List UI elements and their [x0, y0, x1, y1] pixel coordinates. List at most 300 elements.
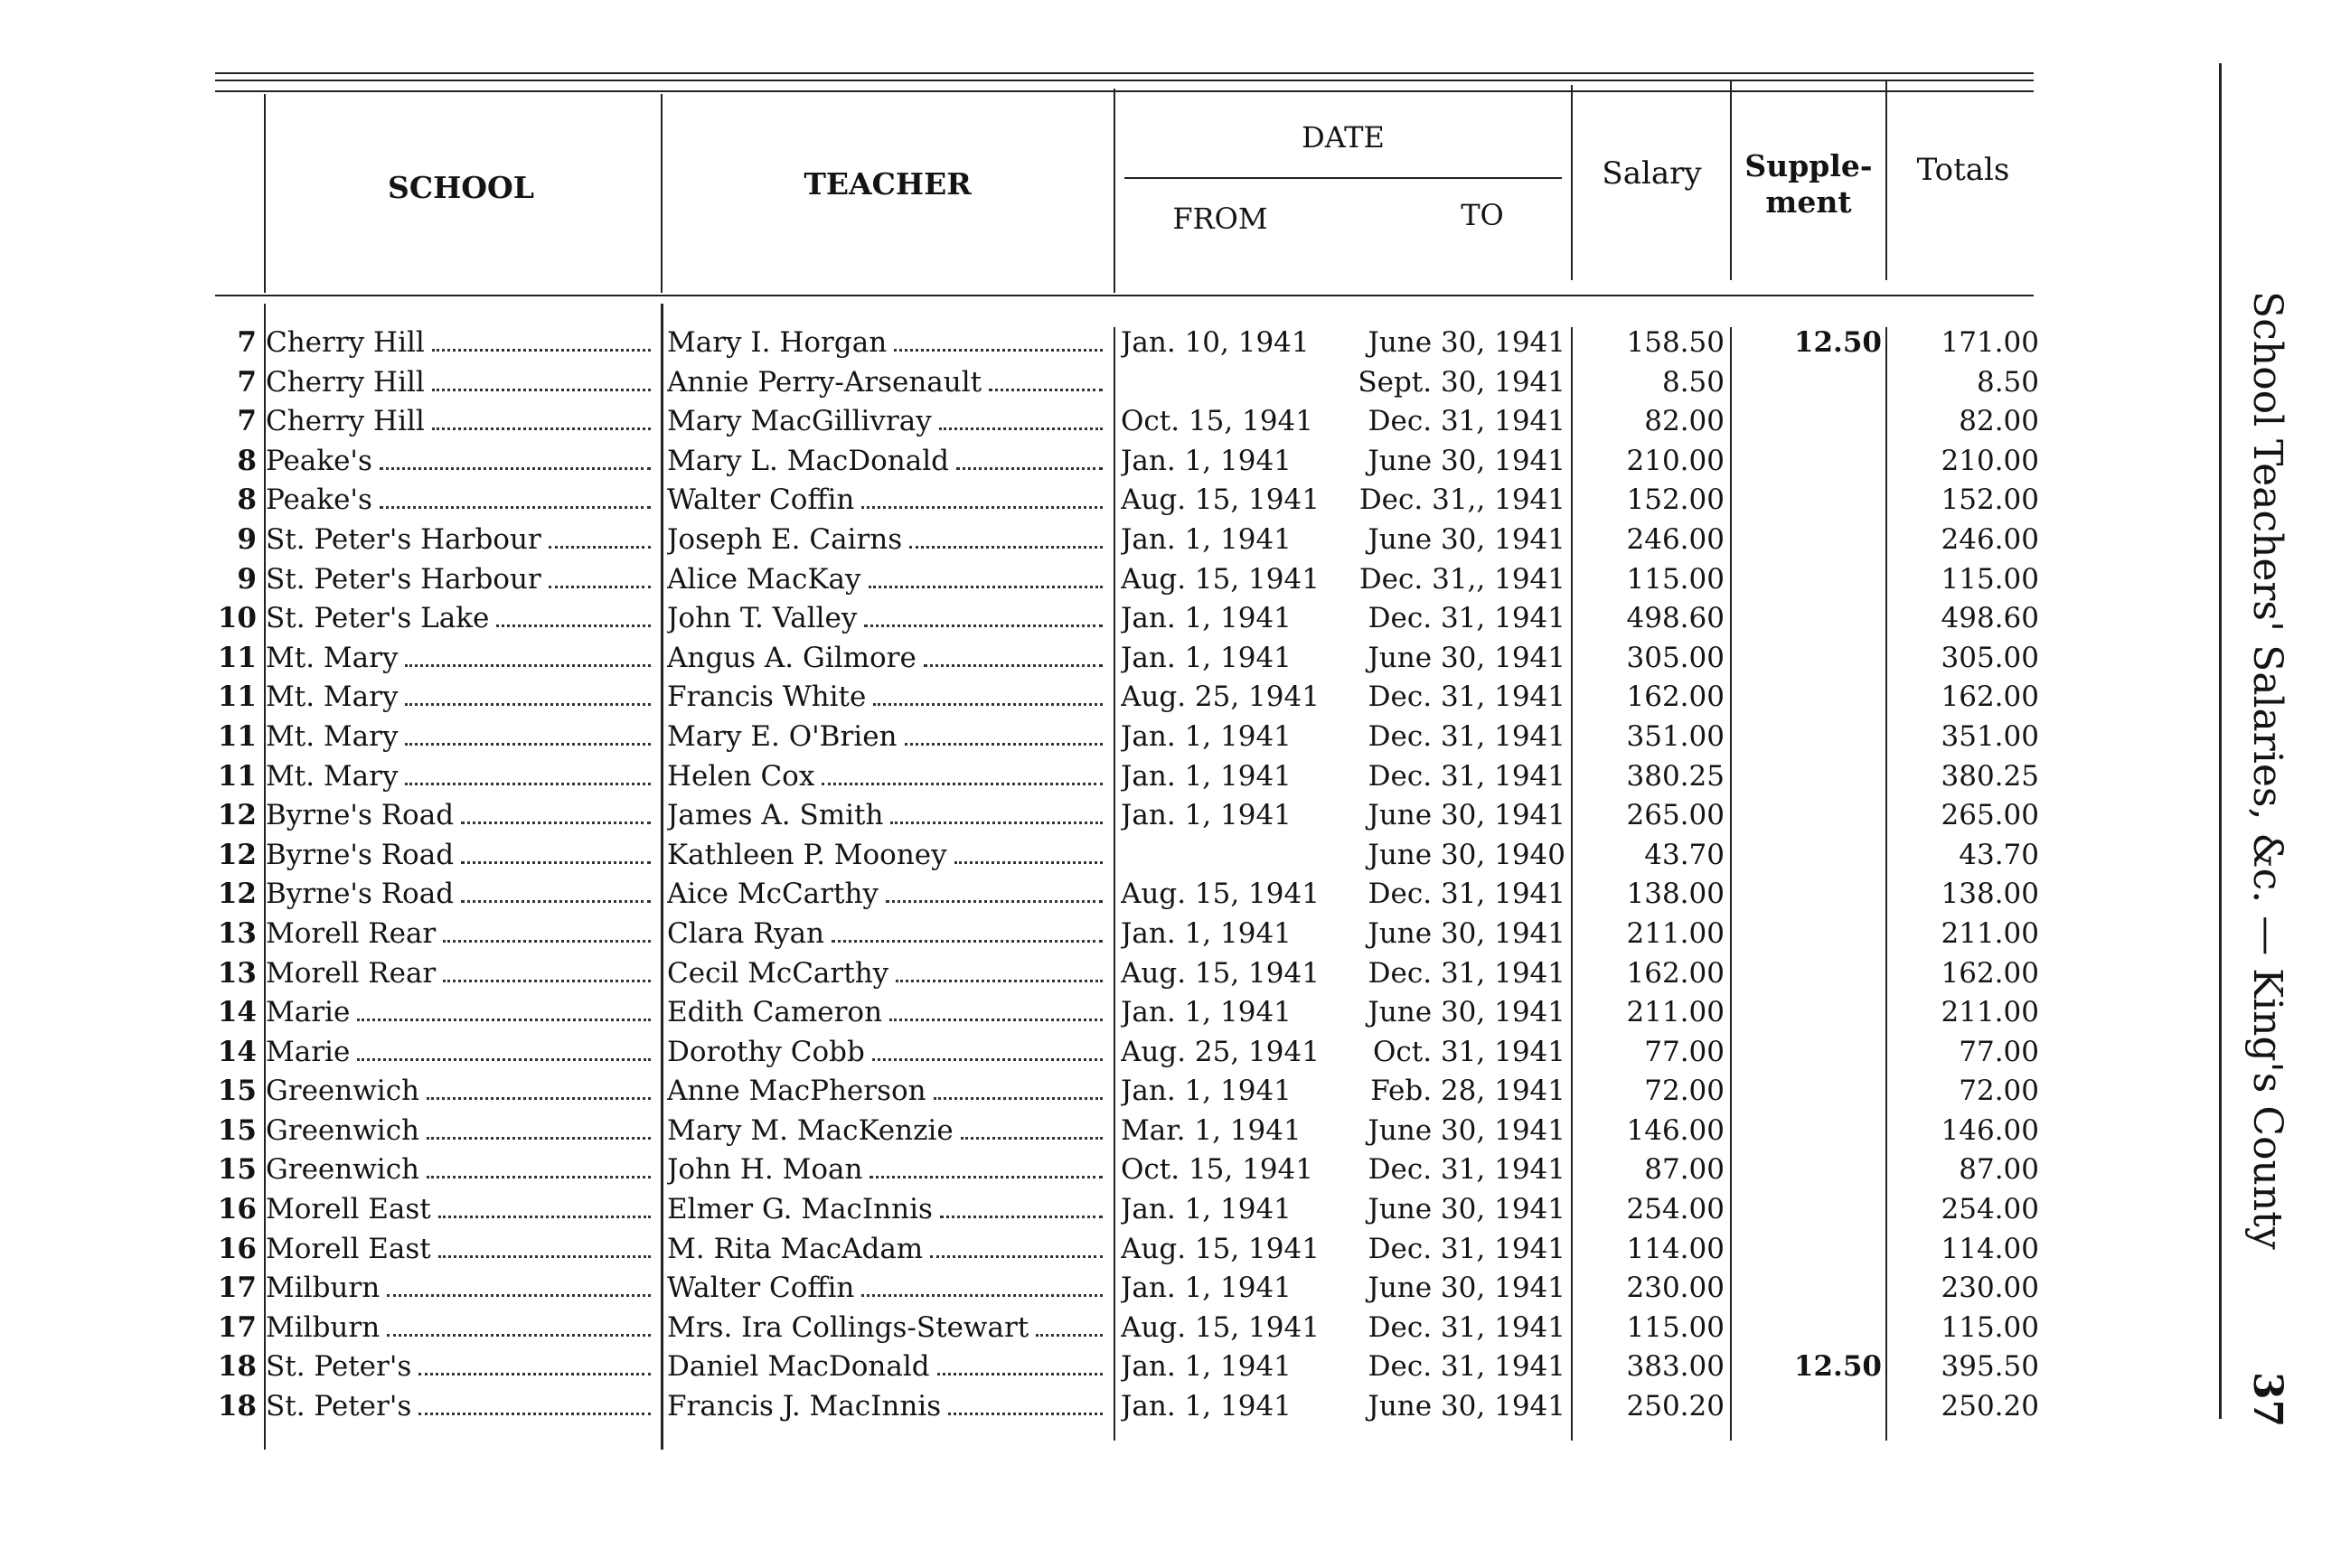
salary-value: 210.00 [1626, 444, 1725, 477]
district-number: 12 [217, 878, 257, 911]
total-value: 230.00 [1941, 1272, 2039, 1305]
teacher-name [667, 678, 1106, 718]
teacher-name-text: M. Rita MacAdam [667, 1232, 924, 1265]
total-value: 8.50 [1976, 365, 2039, 399]
table-row [0, 599, 2350, 639]
salary-value: 72.00 [1644, 1075, 1725, 1108]
date-to: Dec. 31,, 1941 [1358, 562, 1565, 596]
date-to: June 30, 1941 [1368, 1390, 1565, 1423]
date-to: Dec. 31, 1941 [1368, 602, 1565, 635]
teacher-name [667, 1269, 1106, 1309]
table-row [0, 993, 2350, 1033]
teacher-name-text: Mary MacGillivray [667, 405, 932, 438]
column-divider [264, 94, 266, 293]
school-name [266, 1072, 654, 1112]
teacher-name [667, 1387, 1106, 1427]
table-row [0, 481, 2350, 521]
dot-leader [427, 1097, 651, 1100]
salary-value: 211.00 [1626, 996, 1725, 1029]
salary-value: 162.00 [1626, 956, 1725, 990]
dot-leader [940, 1216, 1103, 1218]
date-to: Oct. 31, 1941 [1373, 1035, 1565, 1068]
district-number: 13 [217, 916, 257, 950]
dot-leader [924, 664, 1103, 667]
salary-value: 162.00 [1626, 681, 1725, 714]
dot-leader [861, 1294, 1103, 1297]
teacher-name-text: Aice McCarthy [667, 878, 879, 911]
school-name [266, 757, 654, 797]
dot-leader [872, 1058, 1103, 1061]
school-name-text: Marie [266, 996, 351, 1029]
header-totals: Totals [1916, 152, 2010, 188]
dot-leader [549, 586, 651, 588]
table-row [0, 1230, 2350, 1270]
teacher-name-text: Edith Cameron [667, 996, 883, 1029]
dot-leader [905, 743, 1103, 746]
school-name-text: Cherry Hill [266, 405, 425, 438]
dot-leader [387, 1294, 651, 1297]
table-row [0, 1072, 2350, 1112]
school-name [266, 442, 654, 482]
date-from: Jan. 1, 1941 [1121, 1272, 1292, 1305]
date-from: Jan. 1, 1941 [1121, 641, 1292, 674]
date-from: Jan. 1, 1941 [1121, 1390, 1292, 1423]
salary-value: 265.00 [1626, 799, 1725, 832]
teacher-name-text: Alice MacKay [667, 562, 861, 596]
date-from: Jan. 1, 1941 [1121, 759, 1292, 793]
dot-leader [1036, 1334, 1103, 1337]
district-number: 7 [237, 405, 257, 438]
column-divider [661, 94, 663, 293]
school-name-text: Marie [266, 1035, 351, 1068]
school-name-text: Greenwich [266, 1113, 420, 1147]
district-number: 11 [217, 681, 257, 714]
district-number: 15 [217, 1113, 257, 1147]
teacher-name-text: Joseph E. Cairns [667, 522, 903, 556]
total-value: 265.00 [1941, 799, 2039, 832]
dot-leader [961, 1137, 1103, 1140]
header-salary: Salary [1602, 155, 1702, 192]
teacher-name-text: John T. Valley [667, 602, 858, 635]
header-date: DATE [1302, 120, 1385, 155]
teacher-name [667, 1072, 1106, 1112]
total-value: 146.00 [1941, 1113, 2039, 1147]
total-value: 114.00 [1941, 1232, 2039, 1265]
teacher-name-text: James A. Smith [667, 799, 884, 832]
school-name [266, 718, 654, 757]
dot-leader [461, 822, 651, 824]
total-value: 211.00 [1941, 916, 2039, 950]
district-number: 15 [217, 1153, 257, 1187]
school-name-text: Byrne's Road [266, 878, 455, 911]
date-to: June 30, 1941 [1368, 1272, 1565, 1305]
school-name [266, 1190, 654, 1230]
date-from: Aug. 15, 1941 [1121, 484, 1320, 517]
dot-leader [357, 1019, 651, 1021]
teacher-name [667, 481, 1106, 521]
salary-table-body [0, 324, 2350, 1427]
top-rule [215, 90, 2034, 92]
district-number: 11 [217, 641, 257, 674]
salary-value: 138.00 [1626, 878, 1725, 911]
date-to: June 30, 1941 [1368, 799, 1565, 832]
salary-value: 158.50 [1626, 326, 1725, 359]
table-row [0, 1190, 2350, 1230]
salary-value: 230.00 [1626, 1272, 1725, 1305]
date-to: June 30, 1940 [1368, 838, 1565, 871]
dot-leader [896, 980, 1103, 982]
district-number: 11 [217, 719, 257, 753]
total-value: 43.70 [1959, 838, 2039, 871]
table-row [0, 1033, 2350, 1073]
school-name [266, 678, 654, 718]
teacher-name-text: Mary E. O'Brien [667, 719, 898, 753]
header-supplement: Supple- ment [1744, 148, 1873, 220]
school-name [266, 796, 654, 836]
teacher-name [667, 954, 1106, 994]
teacher-name [667, 599, 1106, 639]
teacher-name-text: Anne MacPherson [667, 1075, 926, 1108]
school-name-text: St. Peter's [266, 1350, 412, 1384]
teacher-name-text: Francis White [667, 681, 867, 714]
salary-value: 211.00 [1626, 916, 1725, 950]
school-name [266, 599, 654, 639]
school-name-text: Mt. Mary [266, 681, 399, 714]
district-number: 18 [217, 1390, 257, 1423]
teacher-name-text: John H. Moan [667, 1153, 863, 1187]
teacher-name-text: Kathleen P. Mooney [667, 838, 947, 871]
dot-leader [939, 427, 1103, 430]
date-to: Dec. 31, 1941 [1368, 1153, 1565, 1187]
date-to: Sept. 30, 1941 [1358, 365, 1565, 399]
total-value: 77.00 [1959, 1035, 2039, 1068]
date-from: Jan. 1, 1941 [1121, 444, 1292, 477]
total-value: 138.00 [1941, 878, 2039, 911]
salary-value: 254.00 [1626, 1193, 1725, 1226]
date-to: Dec. 31, 1941 [1368, 1232, 1565, 1265]
salary-value: 250.20 [1626, 1390, 1725, 1423]
teacher-name [667, 993, 1106, 1033]
school-name-text: St. Peter's [266, 1390, 412, 1423]
dot-leader [948, 1413, 1103, 1415]
teacher-name-text: Mary I. Horgan [667, 326, 888, 359]
teacher-name-text: Mary M. MacKenzie [667, 1113, 954, 1147]
salary-value: 87.00 [1644, 1153, 1725, 1187]
column-divider [1571, 85, 1573, 280]
date-from: Aug. 15, 1941 [1121, 1310, 1320, 1344]
school-name [266, 1347, 654, 1387]
dot-leader [461, 900, 651, 903]
teacher-name-text: Cecil McCarthy [667, 956, 889, 990]
date-to: June 30, 1941 [1368, 916, 1565, 950]
dot-leader [954, 861, 1103, 864]
total-value: 115.00 [1941, 562, 2039, 596]
district-number: 16 [217, 1232, 257, 1265]
total-value: 82.00 [1959, 405, 2039, 438]
dot-leader [869, 586, 1103, 588]
total-value: 72.00 [1959, 1075, 2039, 1108]
teacher-name [667, 1112, 1106, 1151]
header-bottom-rule [215, 295, 2034, 296]
teacher-name-text: Mary L. MacDonald [667, 444, 950, 477]
dot-leader [443, 980, 651, 982]
dot-leader [427, 1176, 651, 1178]
table-row [0, 1387, 2350, 1427]
page-number [2240, 1372, 2294, 1426]
date-subheader-rule [1124, 177, 1562, 179]
school-name [266, 836, 654, 876]
date-to: Dec. 31,, 1941 [1358, 484, 1565, 517]
table-row [0, 718, 2350, 757]
date-from: Oct. 15, 1941 [1121, 405, 1313, 438]
dot-leader [930, 1255, 1103, 1258]
school-name-text: Byrne's Road [266, 799, 455, 832]
teacher-name-text: Mrs. Ira Collings-Stewart [667, 1310, 1029, 1344]
date-from: Jan. 1, 1941 [1121, 602, 1292, 635]
top-rule [215, 72, 2034, 74]
school-name-text: Mt. Mary [266, 719, 399, 753]
teacher-name-text: Dorothy Cobb [667, 1035, 865, 1068]
table-row [0, 757, 2350, 797]
total-value: 254.00 [1941, 1193, 2039, 1226]
page-number-text: 37 [2244, 1372, 2290, 1428]
date-from: Jan. 1, 1941 [1121, 522, 1292, 556]
school-name [266, 1269, 654, 1309]
date-from: Aug. 15, 1941 [1121, 878, 1320, 911]
district-number: 11 [217, 759, 257, 793]
school-name [266, 560, 654, 600]
teacher-name [667, 875, 1106, 915]
salary-value: 82.00 [1644, 405, 1725, 438]
salary-value: 383.00 [1626, 1350, 1725, 1384]
teacher-name [667, 521, 1106, 560]
total-value: 171.00 [1941, 326, 2039, 359]
total-value: 395.50 [1941, 1350, 2039, 1384]
teacher-name [667, 324, 1106, 363]
table-row [0, 915, 2350, 954]
date-to: Dec. 31, 1941 [1368, 405, 1565, 438]
total-value: 162.00 [1941, 956, 2039, 990]
date-from: Jan. 1, 1941 [1121, 1193, 1292, 1226]
date-to: Dec. 31, 1941 [1368, 956, 1565, 990]
top-rule [215, 80, 2034, 81]
date-to: June 30, 1941 [1368, 1193, 1565, 1226]
date-to: Dec. 31, 1941 [1368, 878, 1565, 911]
date-from: Oct. 15, 1941 [1121, 1153, 1313, 1187]
teacher-name [667, 1190, 1106, 1230]
dot-leader [496, 624, 651, 627]
dot-leader [894, 349, 1103, 352]
header-school: SCHOOL [388, 170, 534, 205]
salary-value: 146.00 [1626, 1113, 1725, 1147]
date-from: Mar. 1, 1941 [1121, 1113, 1302, 1147]
district-number: 8 [237, 444, 257, 477]
district-number: 15 [217, 1075, 257, 1108]
school-name [266, 1150, 654, 1190]
table-row [0, 560, 2350, 600]
school-name-text: Byrne's Road [266, 838, 455, 871]
column-divider [1885, 80, 1887, 280]
table-row [0, 1150, 2350, 1190]
dot-leader [438, 1255, 651, 1258]
date-from: Aug. 15, 1941 [1121, 1232, 1320, 1265]
teacher-name-text: Clara Ryan [667, 916, 825, 950]
dot-leader [886, 900, 1103, 903]
district-number: 16 [217, 1193, 257, 1226]
teacher-name-text: Elmer G. MacInnis [667, 1193, 933, 1226]
teacher-name [667, 639, 1106, 679]
teacher-name [667, 560, 1106, 600]
table-row [0, 1112, 2350, 1151]
date-from: Jan. 1, 1941 [1121, 996, 1292, 1029]
dot-leader [418, 1413, 651, 1415]
dot-leader [909, 546, 1103, 549]
district-number: 7 [237, 365, 257, 399]
teacher-name [667, 1150, 1106, 1190]
dot-leader [405, 664, 651, 667]
district-number: 17 [217, 1310, 257, 1344]
salary-value: 380.25 [1626, 759, 1725, 793]
teacher-name-text: Annie Perry-Arsenault [667, 365, 982, 399]
date-to: Dec. 31, 1941 [1368, 1310, 1565, 1344]
teacher-name-text: Francis J. MacInnis [667, 1390, 942, 1423]
header-to: TO [1461, 198, 1504, 232]
salary-value: 43.70 [1644, 838, 1725, 871]
dot-leader [956, 467, 1103, 470]
salary-value: 77.00 [1644, 1035, 1725, 1068]
school-name-text: St. Peter's Harbour [266, 562, 541, 596]
dot-leader [432, 427, 651, 430]
dot-leader [380, 467, 651, 470]
district-number: 7 [237, 326, 257, 359]
dot-leader [889, 1019, 1103, 1021]
teacher-name [667, 442, 1106, 482]
dot-leader [432, 349, 651, 352]
dot-leader [937, 1373, 1103, 1376]
table-row [0, 1309, 2350, 1348]
supplement-value: 12.50 [1793, 1350, 1882, 1384]
salary-value: 246.00 [1626, 522, 1725, 556]
dot-leader [461, 861, 651, 864]
date-from: Jan. 1, 1941 [1121, 916, 1292, 950]
teacher-name [667, 915, 1106, 954]
total-value: 351.00 [1941, 719, 2039, 753]
column-divider [1730, 80, 1732, 280]
district-number: 12 [217, 838, 257, 871]
date-from: Aug. 15, 1941 [1121, 562, 1320, 596]
dot-leader [418, 1373, 651, 1376]
dot-leader [438, 1216, 651, 1218]
dot-leader [873, 703, 1103, 706]
total-value: 87.00 [1959, 1153, 2039, 1187]
salary-value: 351.00 [1626, 719, 1725, 753]
date-to: June 30, 1941 [1368, 641, 1565, 674]
district-number: 9 [237, 562, 257, 596]
teacher-name [667, 1230, 1106, 1270]
teacher-name-text: Daniel MacDonald [667, 1350, 930, 1384]
teacher-name [667, 836, 1106, 876]
date-from: Jan. 1, 1941 [1121, 1075, 1292, 1108]
total-value: 211.00 [1941, 996, 2039, 1029]
school-name [266, 915, 654, 954]
school-name [266, 1033, 654, 1073]
date-from: Jan. 1, 1941 [1121, 719, 1292, 753]
teacher-name [667, 718, 1106, 757]
date-to: Feb. 28, 1941 [1370, 1075, 1565, 1108]
running-title [2240, 291, 2294, 1250]
total-value: 380.25 [1941, 759, 2039, 793]
school-name [266, 481, 654, 521]
school-name [266, 521, 654, 560]
total-value: 246.00 [1941, 522, 2039, 556]
school-name-text: Peake's [266, 444, 372, 477]
district-number: 10 [217, 602, 257, 635]
salary-value: 115.00 [1626, 1310, 1725, 1344]
school-name [266, 324, 654, 363]
salary-value: 152.00 [1626, 484, 1725, 517]
date-from: Jan. 10, 1941 [1121, 326, 1310, 359]
total-value: 250.20 [1941, 1390, 2039, 1423]
school-name-text: Peake's [266, 484, 372, 517]
teacher-name-text: Walter Coffin [667, 484, 855, 517]
date-to: Dec. 31, 1941 [1368, 1350, 1565, 1384]
school-name [266, 1309, 654, 1348]
school-name [266, 639, 654, 679]
dot-leader [549, 546, 651, 549]
school-name-text: Morell Rear [266, 916, 437, 950]
dot-leader [405, 703, 651, 706]
district-number: 14 [217, 1035, 257, 1068]
table-row [0, 836, 2350, 876]
school-name-text: Morell East [266, 1232, 431, 1265]
school-name-text: Cherry Hill [266, 326, 425, 359]
salary-value: 115.00 [1626, 562, 1725, 596]
school-name-text: Cherry Hill [266, 365, 425, 399]
teacher-name-text: Angus A. Gilmore [667, 641, 916, 674]
school-name [266, 402, 654, 442]
school-name-text: Milburn [266, 1310, 381, 1344]
total-value: 162.00 [1941, 681, 2039, 714]
school-name-text: St. Peter's Harbour [266, 522, 541, 556]
school-name-text: Greenwich [266, 1153, 420, 1187]
date-to: June 30, 1941 [1368, 326, 1565, 359]
table-row [0, 324, 2350, 363]
school-name [266, 1112, 654, 1151]
dot-leader [405, 743, 651, 746]
total-value: 152.00 [1941, 484, 2039, 517]
district-number: 12 [217, 799, 257, 832]
district-number: 9 [237, 522, 257, 556]
school-name-text: Morell East [266, 1193, 431, 1226]
date-from: Aug. 15, 1941 [1121, 956, 1320, 990]
dot-leader [890, 822, 1103, 824]
dot-leader [934, 1097, 1103, 1100]
school-name [266, 954, 654, 994]
district-number: 17 [217, 1272, 257, 1305]
dot-leader [864, 624, 1103, 627]
header-teacher: TEACHER [804, 166, 972, 202]
school-name [266, 1387, 654, 1427]
teacher-name [667, 402, 1106, 442]
table-row [0, 875, 2350, 915]
school-name-text: Greenwich [266, 1075, 420, 1108]
school-name-text: Mt. Mary [266, 759, 399, 793]
date-from: Aug. 25, 1941 [1121, 681, 1320, 714]
table-row [0, 796, 2350, 836]
teacher-name [667, 363, 1106, 403]
dot-leader [822, 783, 1103, 785]
salary-value: 498.60 [1626, 602, 1725, 635]
